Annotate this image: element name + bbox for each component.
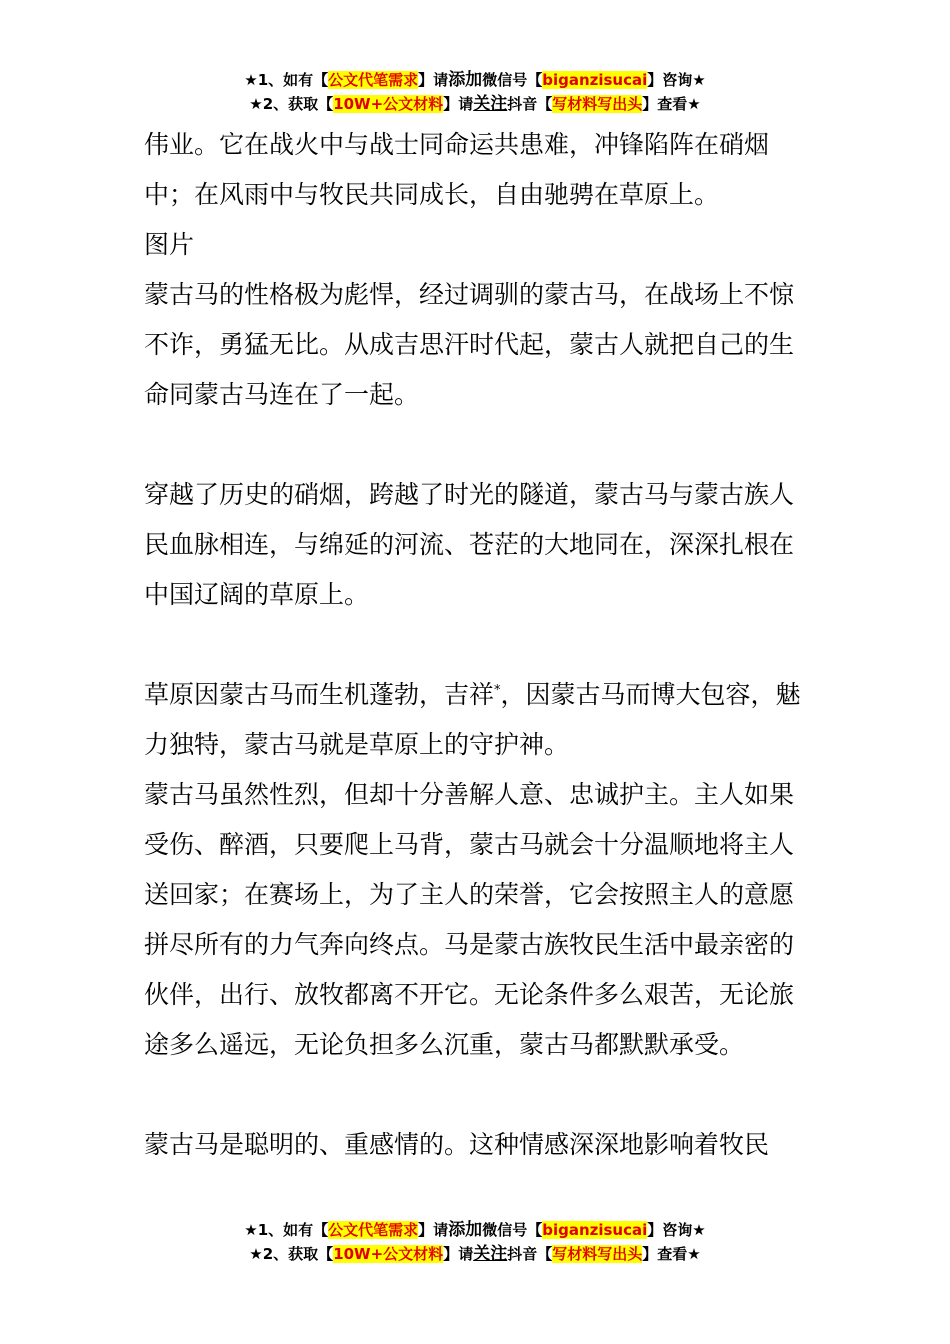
paragraph-gap bbox=[144, 1070, 809, 1120]
banner-highlight-wechat: biganzisucai bbox=[542, 71, 648, 89]
banner-line-1-mid2: 微信号【 bbox=[482, 1221, 543, 1239]
top-banner bbox=[0, 68, 950, 116]
banner-line-2 bbox=[0, 1242, 950, 1266]
banner-highlight-materials: 10W+公文材料 bbox=[333, 1245, 444, 1263]
document-body bbox=[144, 120, 809, 1170]
paragraph-5-start: 草原因蒙古马而生机蓬勃，吉祥 bbox=[144, 680, 495, 709]
paragraph-6: 蒙古马虽然性烈，但却十分善解人意、忠诚护主。主人如果受伤、醉酒，只要爬上马背，蒙古马就会十分温顺地将主人送回家；在赛场上，为了主人的荣誉，它会按照主人的意愿拼尽所有的力气奔向终点。马是蒙古族牧民生活中最亲密的伙伴，出行、放牧都离不开它。无论条件多么艰苦，无论旅途多么遥远，无论负担多么沉重，蒙古马都默默承受。 bbox=[144, 780, 795, 1059]
banner-line-2-suffix: 】查看★ bbox=[642, 1245, 701, 1263]
paragraph-4: 穿越了历史的硝烟，跨越了时光的隧道，蒙古马与蒙古族人民血脉相连，与绵延的河流、苍茫的大地同在，深深扎根在中国辽阔的草原上。 bbox=[144, 480, 795, 609]
banner-line-2-mid2: 抖音【 bbox=[507, 95, 553, 113]
banner-line-1-mid1: 】请 bbox=[418, 1221, 449, 1239]
paragraph-5 bbox=[144, 670, 809, 770]
banner-line-2-suffix: 】查看★ bbox=[642, 95, 701, 113]
banner-line-2-emph: 关注 bbox=[473, 94, 508, 114]
banner-highlight-wechat: biganzisucai bbox=[542, 1221, 648, 1239]
banner-line-1-emph: 添加 bbox=[448, 1220, 483, 1240]
banner-line-1-prefix: ★1、如有【 bbox=[244, 71, 329, 89]
banner-highlight-service: 公文代笔需求 bbox=[328, 71, 419, 89]
asterisk-mark: * bbox=[494, 683, 501, 698]
paragraph-gap bbox=[144, 420, 809, 470]
paragraph-gap bbox=[144, 620, 809, 670]
banner-line-2-emph: 关注 bbox=[473, 1244, 508, 1264]
banner-line-2-prefix: ★2、获取【 bbox=[249, 95, 334, 113]
banner-line-1 bbox=[0, 68, 950, 92]
paragraph-3: 蒙古马的性格极为彪悍，经过调驯的蒙古马，在战场上不惊不诈，勇猛无比。从成吉思汗时代起，蒙古人就把自己的生命同蒙古马连在了一起。 bbox=[144, 280, 795, 409]
banner-highlight-materials: 10W+公文材料 bbox=[333, 95, 444, 113]
banner-line-2-mid2: 抖音【 bbox=[507, 1245, 553, 1263]
banner-line-2-mid1: 】请 bbox=[443, 95, 474, 113]
banner-line-1 bbox=[0, 1218, 950, 1242]
bottom-banner bbox=[0, 1218, 950, 1266]
paragraph-7: 蒙古马是聪明的、重感情的。这种情感深深地影响着牧民 bbox=[144, 1130, 770, 1159]
banner-line-1-suffix: 】咨询★ bbox=[647, 71, 706, 89]
banner-line-1-emph: 添加 bbox=[448, 70, 483, 90]
banner-highlight-service: 公文代笔需求 bbox=[328, 1221, 419, 1239]
banner-line-2-mid1: 】请 bbox=[443, 1245, 474, 1263]
banner-highlight-douyin: 写材料写出头 bbox=[552, 95, 643, 113]
banner-line-1-mid2: 微信号【 bbox=[482, 71, 543, 89]
banner-highlight-douyin: 写材料写出头 bbox=[552, 1245, 643, 1263]
banner-line-2-prefix: ★2、获取【 bbox=[249, 1245, 334, 1263]
banner-line-1-prefix: ★1、如有【 bbox=[244, 1221, 329, 1239]
paragraph-5-end: ，因蒙古马而博大包容，魅力独特，蒙古马就是草原上的守护神。 bbox=[144, 680, 801, 759]
image-placeholder-label: 图片 bbox=[144, 230, 195, 259]
banner-line-2 bbox=[0, 92, 950, 116]
paragraph-1: 伟业。它在战火中与战士同命运共患难，冲锋陷阵在硝烟中；在风雨中与牧民共同成长，自由驰骋在草原上。 bbox=[144, 130, 770, 209]
banner-line-1-mid1: 】请 bbox=[418, 71, 449, 89]
banner-line-1-suffix: 】咨询★ bbox=[647, 1221, 706, 1239]
